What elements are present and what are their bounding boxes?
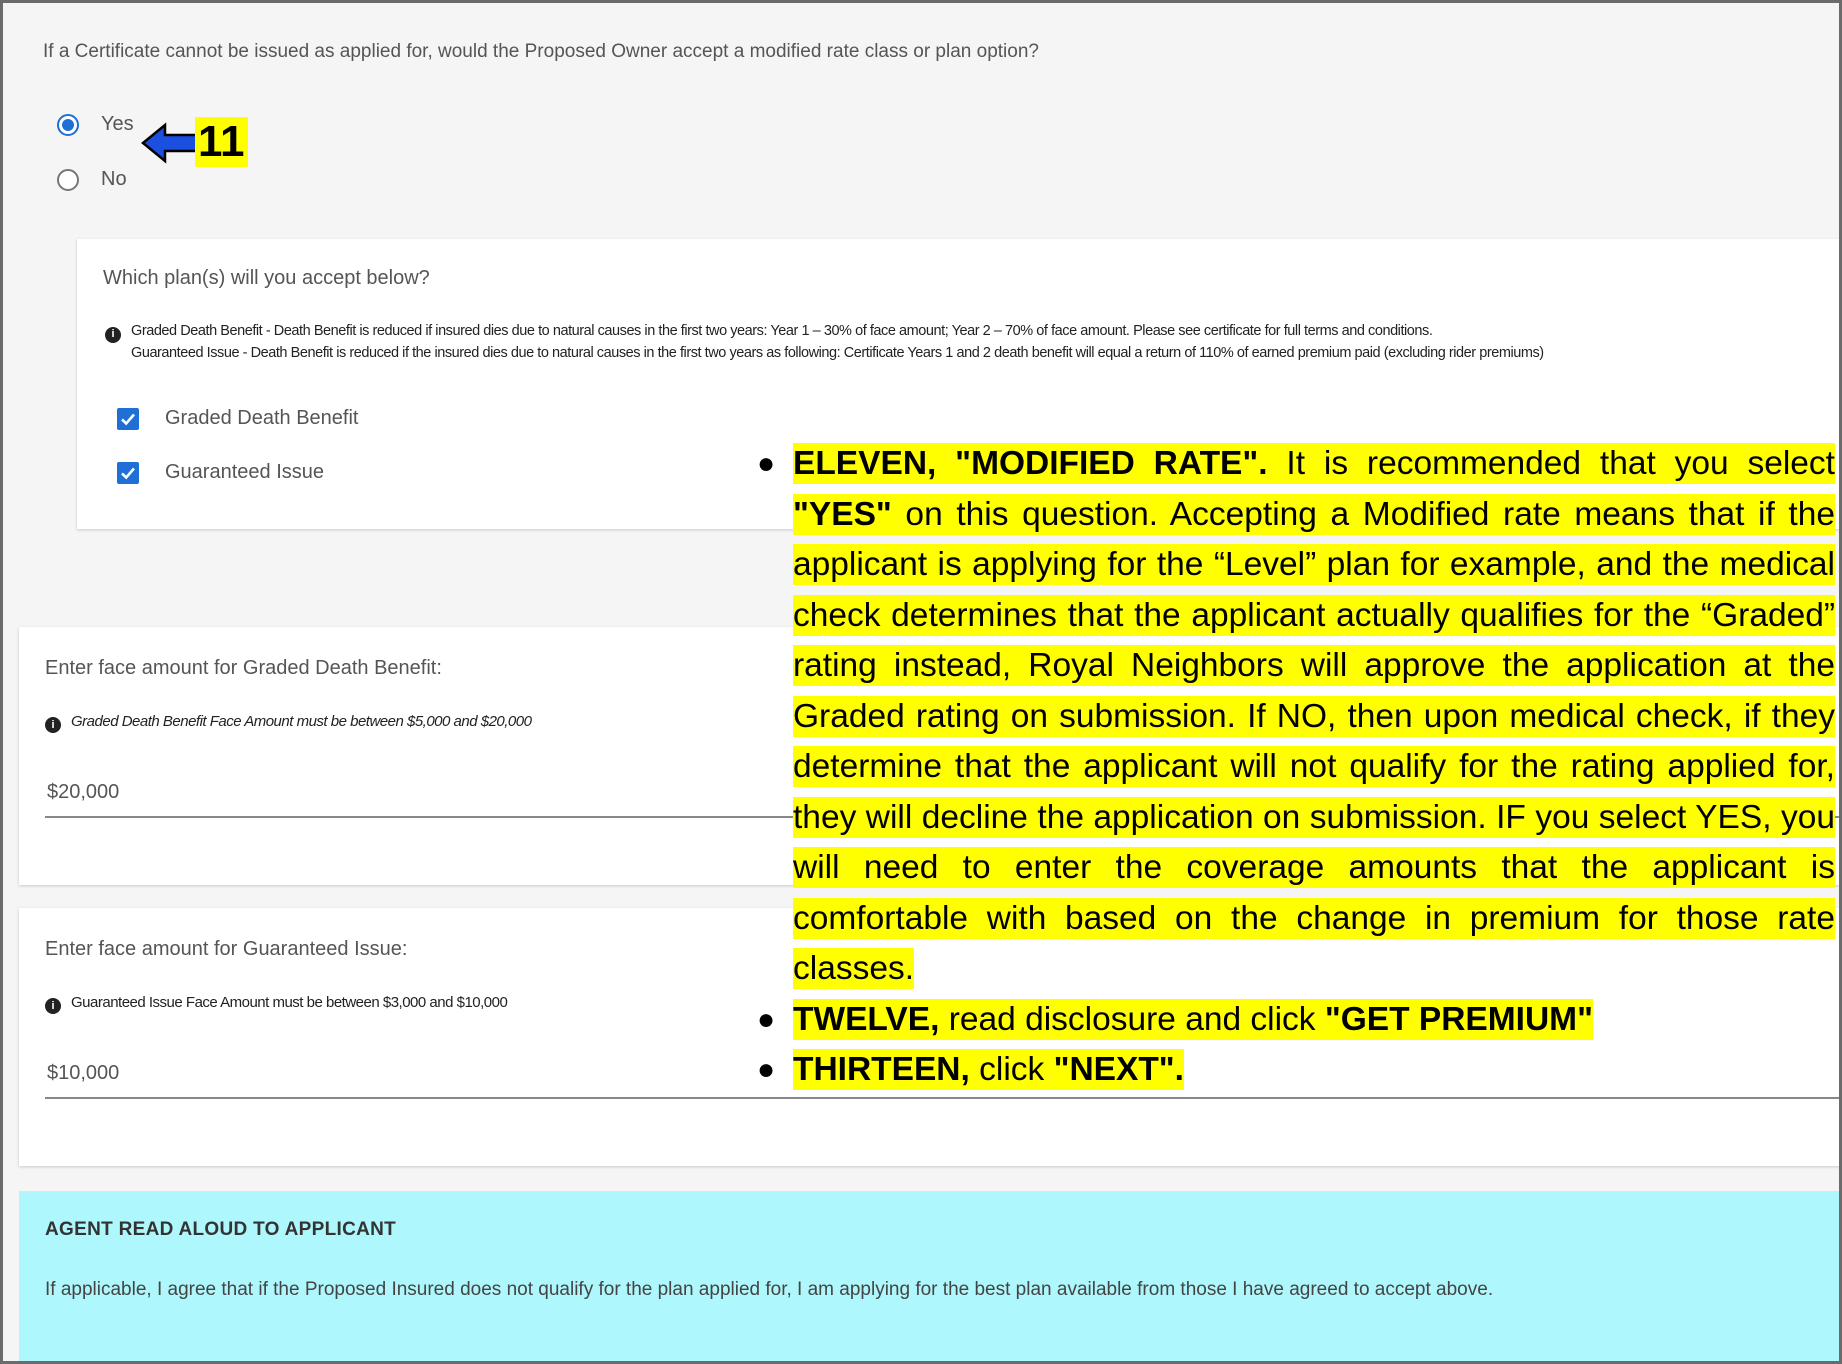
info-icon: i [45,717,61,733]
note-step-twelve [755,995,1835,1046]
graded-face-amount-title: Enter face amount for Graded Death Benefit: [45,657,442,679]
note-eleven-yes: "YES" [793,495,892,533]
bullet-icon: ● [757,1002,776,1036]
note-eleven-heading: ELEVEN, "MODIFIED RATE". [793,445,1268,482]
note-step-eleven [755,439,1835,995]
checkbox-graded-label: Graded Death Benefit [165,407,359,429]
guaranteed-face-amount-info-text: Guaranteed Issue Face Amount must be between $3,000 and $10,000 [71,994,508,1011]
guaranteed-face-amount-info [45,994,507,1014]
instruction-notes [755,439,1835,1096]
annotation-arrow-icon [141,121,199,165]
radio-yes[interactable] [57,113,134,136]
checkbox-graded-death-benefit[interactable] [117,407,358,430]
plans-info-line1: Graded Death Benefit - Death Benefit is reduced if insured dies due to natural causes in the first two years: Year 1 – 30% of face amount; Year 2 – 70% of face amount. Please see certificate for full terms and conditions. [131,323,1433,339]
agent-read-aloud-box [19,1191,1842,1364]
bullet-icon: ● [757,1053,776,1086]
plans-info-line2: Guaranteed Issue - Death Benefit is reduced if the insured dies due to natural causes in the first two years as following: Certificate Years 1 and 2 death benefit will equal a return of 110% of earned premium paid (excluding rider premiums) [131,344,1544,361]
radio-yes-indicator[interactable] [57,114,79,136]
checkbox-checked-icon[interactable] [117,462,139,484]
graded-face-amount-info-text: Graded Death Benefit Face Amount must be between $5,000 and $20,000 [71,713,532,730]
note-twelve-heading: TWELVE, [793,1000,940,1038]
note-thirteen-heading: THIRTEEN, [793,1051,970,1088]
agent-read-aloud-text: If applicable, I agree that if the Proposed Insured does not qualify for the plan applied for, I am applying for the best plan available from those I have agreed to accept above. [45,1279,1494,1300]
info-icon: i [105,327,121,343]
radio-no[interactable] [57,168,127,191]
note-twelve-text: read disclosure and click [939,1000,1325,1038]
note-eleven-text1: It is recommended that you select [1267,445,1835,482]
note-eleven-text2: on this question. Accepting a Modified rate means that if the applicant is applying for the “Level” plan for example, and the medical check determines that the applicant actually qualifies for the “Graded” rating instead, Royal Neighbors will approve the application at the Graded rating on submission. If NO, then upon medical check, if they determine that the applicant will not qualify for the rating applied for, they will decline the application on submission. IF you select YES, you will need to enter the coverage amounts that the applicant is comfortable with based on the change in premium for those rate classes. [793,495,1835,987]
annotation-step-number: 11 [195,117,248,167]
radio-yes-label: Yes [101,113,134,135]
checkbox-guaranteed-label: Guaranteed Issue [165,461,324,483]
radio-no-indicator[interactable] [57,169,79,191]
plans-title: Which plan(s) will you accept below? [103,267,430,289]
radio-no-label: No [101,168,127,190]
plans-info [105,321,1544,364]
modified-rate-question: If a Certificate cannot be issued as applied for, would the Proposed Owner accept a modified rate class or plan option? [43,41,1039,62]
graded-face-amount-info [45,713,531,733]
note-step-thirteen [755,1045,1835,1096]
guaranteed-face-amount-title: Enter face amount for Guaranteed Issue: [45,938,408,960]
info-icon: i [45,998,61,1014]
checkbox-guaranteed-issue[interactable] [117,461,324,484]
checkbox-checked-icon[interactable] [117,408,139,430]
note-thirteen-text: click [969,1051,1054,1088]
note-thirteen-next: "NEXT". [1053,1051,1184,1088]
bullet-icon: ● [757,447,776,480]
agent-read-aloud-title: AGENT READ ALOUD TO APPLICANT [45,1219,397,1240]
note-twelve-get-premium: "GET PREMIUM" [1324,1000,1593,1038]
